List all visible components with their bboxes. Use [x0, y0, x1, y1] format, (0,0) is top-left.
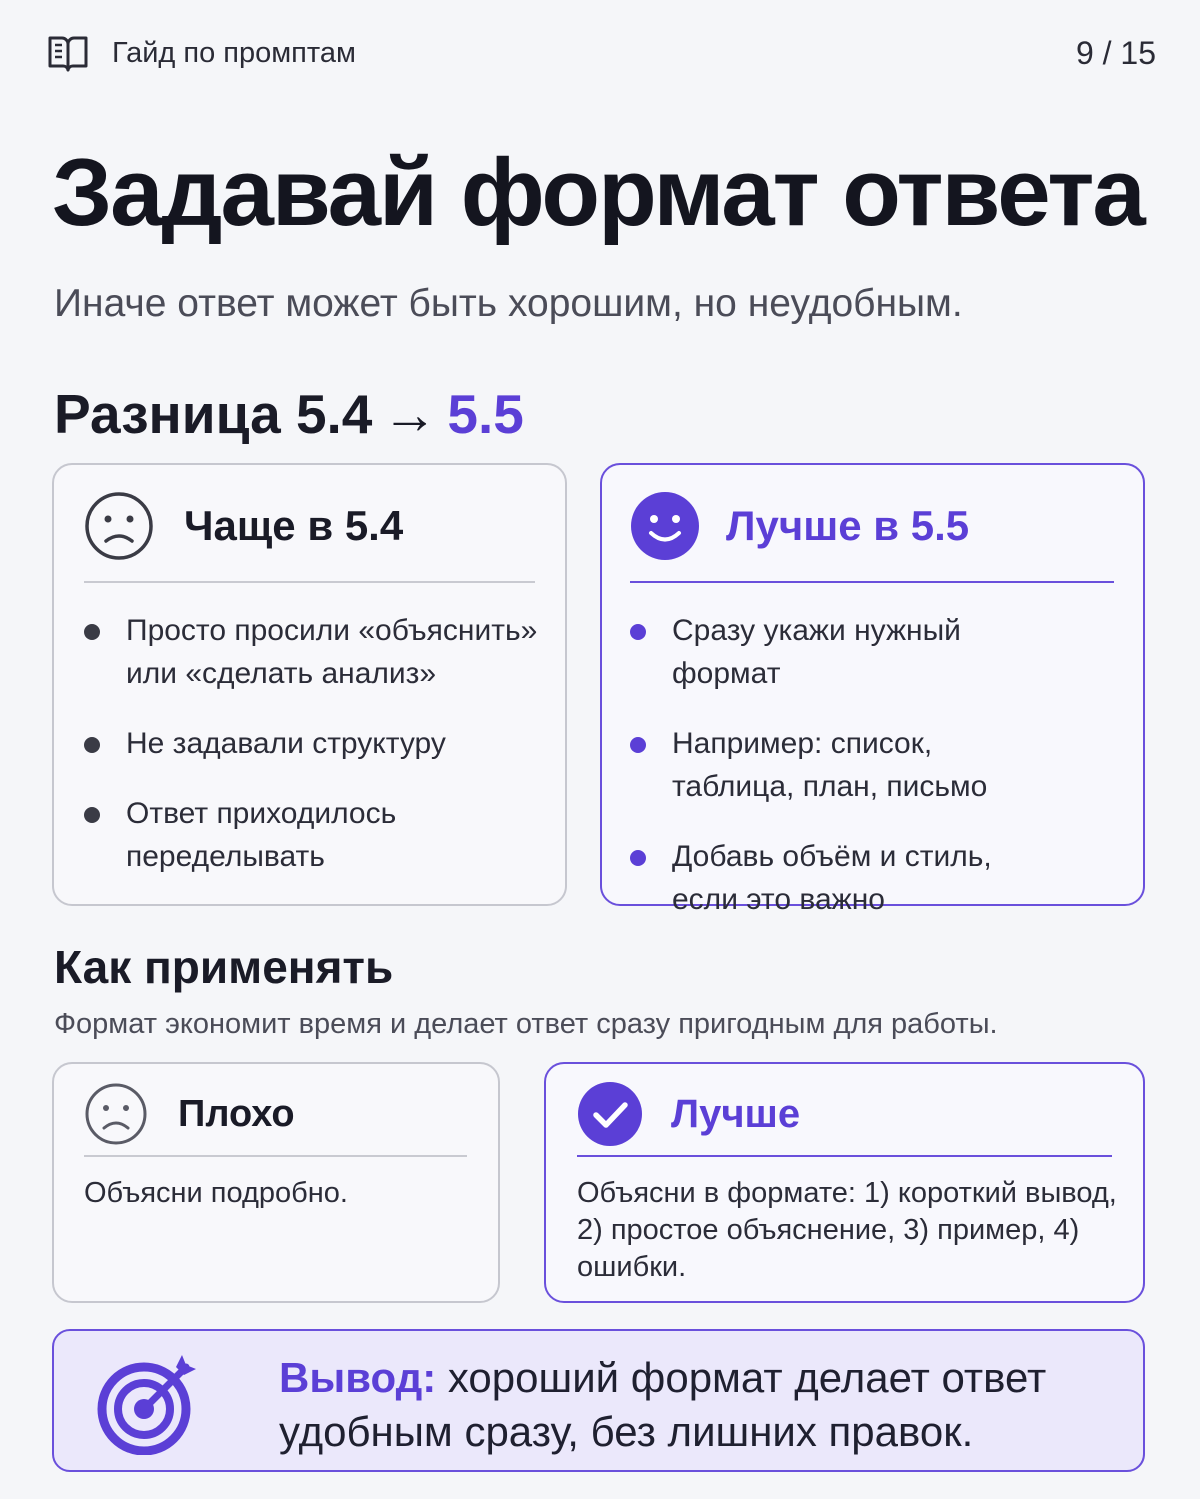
arrow-icon: → [382, 383, 438, 445]
old-version-card [52, 463, 567, 906]
old-card-label: Чаще в 5.4 [184, 502, 404, 549]
page-counter: 9 / 15 [1075, 34, 1156, 71]
list-item: Например: список, таблица, план, письмо [630, 722, 1050, 808]
bad-example-divider [84, 1155, 467, 1157]
new-card-divider [630, 581, 1114, 583]
smile-face-icon [630, 491, 700, 561]
bad-example-text: Объясни подробно. [84, 1177, 348, 1209]
page-title: Задавай формат ответа [52, 139, 1144, 246]
bullet-dot [84, 624, 100, 640]
bad-example-card [52, 1062, 500, 1303]
old-card-bullets [84, 609, 564, 905]
good-example-label: Лучше [671, 1091, 801, 1136]
difference-prefix: Разница 5.4 [54, 383, 373, 445]
good-example-divider [577, 1155, 1112, 1157]
difference-new-version: 5.5 [447, 383, 524, 445]
bullet-dot [84, 807, 100, 823]
bullet-dot [630, 624, 646, 640]
difference-heading [54, 382, 524, 446]
good-example-header [577, 1081, 800, 1147]
good-example-card [544, 1062, 1145, 1303]
bullet-dot [84, 737, 100, 753]
guide-title: Гайд по промптам [112, 36, 356, 69]
old-card-header [84, 491, 403, 561]
old-card-divider [84, 581, 535, 583]
new-card-header [630, 491, 969, 561]
conclusion-lead: Вывод: [279, 1354, 437, 1401]
new-version-card [600, 463, 1145, 916]
list-item: Ответ приходилось переделывать [84, 792, 564, 878]
bullet-dot [630, 737, 646, 753]
check-circle-icon [577, 1081, 643, 1147]
section-subtitle: Формат экономит время и делает ответ сразу пригодным для работы. [54, 1008, 998, 1040]
target-icon [94, 1351, 204, 1455]
list-item: Просто просили «объяснить» или «сделать анализ» [84, 609, 564, 695]
header [46, 30, 1156, 76]
new-card-label: Лучше в 5.5 [726, 502, 970, 549]
page-subtitle: Иначе ответ может быть хорошим, но неудобным. [54, 282, 963, 325]
sad-face-icon [84, 491, 154, 561]
bad-example-header [84, 1082, 295, 1146]
list-item: Сразу укажи нужный формат [630, 609, 1050, 695]
sad-face-icon [84, 1082, 148, 1146]
section-title: Как применять [54, 941, 394, 993]
conclusion-body: хороший формат делает ответ удобным сразу, без лишних правок. [279, 1354, 1047, 1455]
good-example-text: Объясни в формате: 1) короткий вывод, 2) простое объяснение, 3) пример, 4) ошибки. [577, 1177, 1117, 1283]
list-item: Не задавали структуру [84, 722, 564, 765]
list-item: Добавь объём и стиль, если это важно [630, 835, 1050, 921]
conclusion-text [279, 1351, 1143, 1459]
bullet-dot [630, 850, 646, 866]
conclusion-banner [52, 1329, 1145, 1472]
book-icon [46, 31, 90, 75]
bad-example-label: Плохо [178, 1092, 295, 1135]
new-card-bullets [630, 609, 1050, 948]
